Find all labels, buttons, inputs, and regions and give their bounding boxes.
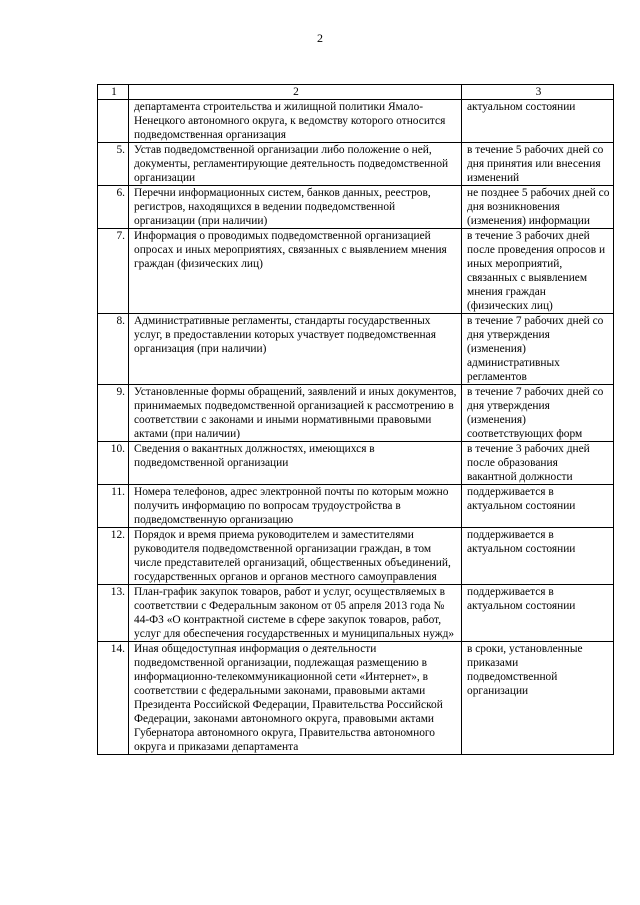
row-term: в течение 3 рабочих дней после проведения опросов и иных мероприятий, связанных с выявлением мнения граждан (физических лиц) <box>462 229 614 314</box>
page-number: 2 <box>317 31 323 45</box>
row-term: поддерживается в актуальном состоянии <box>462 485 614 528</box>
requirements-table <box>97 84 614 755</box>
header-cell-term: 3 <box>462 85 614 100</box>
header-cell-information: 2 <box>129 85 462 100</box>
row-information: Информация о проводимых подведомственной организацией опросах и иных мероприятиях, связанных с выявлением мнения граждан (физических лиц) <box>129 229 462 314</box>
row-number: 6. <box>98 186 129 229</box>
row-information: департамента строительства и жилищной политики Ямало-Ненецкого автономного округа, к ведомству которого относится подведомственная организация <box>129 100 462 143</box>
table-row <box>98 585 614 642</box>
table-row <box>98 100 614 143</box>
row-number: 14. <box>98 642 129 755</box>
row-information: Административные регламенты, стандарты государственных услуг, в предоставлении которых участвует подведомственная организация (при наличии) <box>129 314 462 385</box>
row-information: Установленные формы обращений, заявлений и иных документов, принимаемых подведомственной организацией к рассмотрению в соответствии с законами и иными нормативными правовыми актами (при наличии) <box>129 385 462 442</box>
row-number: 5. <box>98 143 129 186</box>
row-number: 7. <box>98 229 129 314</box>
row-number: 10. <box>98 442 129 485</box>
table-row <box>98 385 614 442</box>
row-information: Иная общедоступная информация о деятельности подведомственной организации, подлежащая размещению в информационно-телекоммуникационной сети «Интернет», в соответствии с федеральными законами, правовыми актами Президента Российской Федерации, Правительства Российской Федерации, законами автономного округа, правовыми актами Губернатора автономного округа, Правительства автономного округа и приказами департамента <box>129 642 462 755</box>
table-row <box>98 442 614 485</box>
row-number: 12. <box>98 528 129 585</box>
table-header-row <box>98 85 614 100</box>
table-row <box>98 642 614 755</box>
header-cell-number: 1 <box>98 85 129 100</box>
table-row <box>98 314 614 385</box>
table-row <box>98 229 614 314</box>
table-row <box>98 143 614 186</box>
row-number: 13. <box>98 585 129 642</box>
row-term: в течение 3 рабочих дней после образования вакантной должности <box>462 442 614 485</box>
row-number <box>98 100 129 143</box>
row-term: поддерживается в актуальном состоянии <box>462 585 614 642</box>
row-information: Сведения о вакантных должностях, имеющихся в подведомственной организации <box>129 442 462 485</box>
row-term: в сроки, установленные приказами подведомственной организации <box>462 642 614 755</box>
row-information: Устав подведомственной организации либо положение о ней, документы, регламентирующие деятельность подведомственной организации <box>129 143 462 186</box>
row-information: Перечни информационных систем, банков данных, реестров, регистров, находящихся в ведении подведомственной организации (при наличии) <box>129 186 462 229</box>
row-term: в течение 7 рабочих дней со дня утверждения (изменения) административных регламентов <box>462 314 614 385</box>
row-number: 11. <box>98 485 129 528</box>
row-term: актуальном состоянии <box>462 100 614 143</box>
table-row <box>98 186 614 229</box>
row-information: Порядок и время приема руководителем и заместителями руководителя подведомственной организации граждан, в том числе представителей организаций, общественных объединений, государственных органов и органов местного самоуправления <box>129 528 462 585</box>
row-number: 9. <box>98 385 129 442</box>
row-term: в течение 7 рабочих дней со дня утверждения (изменения) соответствующих форм <box>462 385 614 442</box>
row-term: не позднее 5 рабочих дней со дня возникновения (изменения) информации <box>462 186 614 229</box>
row-term: поддерживается в актуальном состоянии <box>462 528 614 585</box>
row-number: 8. <box>98 314 129 385</box>
table-row <box>98 528 614 585</box>
table-row <box>98 485 614 528</box>
row-term: в течение 5 рабочих дней со дня принятия или внесения изменений <box>462 143 614 186</box>
row-information: План-график закупок товаров, работ и услуг, осуществляемых в соответствии с Федеральным законом от 05 апреля 2013 года № 44-ФЗ «О контрактной системе в сфере закупок товаров, работ, услуг для обеспечения государственных и муниципальных нужд» <box>129 585 462 642</box>
row-information: Номера телефонов, адрес электронной почты по которым можно получить информацию по вопросам трудоустройства в подведомственную организацию <box>129 485 462 528</box>
